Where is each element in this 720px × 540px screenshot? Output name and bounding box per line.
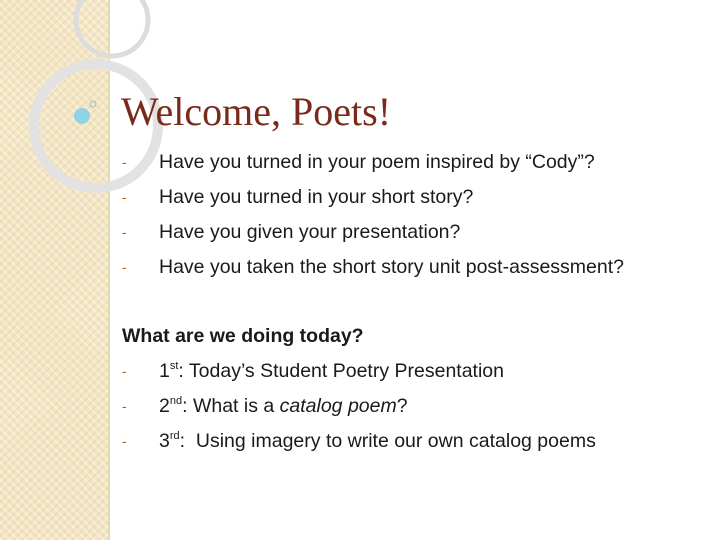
question-item [122, 216, 712, 251]
question-item [122, 251, 712, 286]
agenda-ordinal: 1 [159, 360, 170, 382]
dot-blue [74, 108, 90, 124]
question-text: Have you given your presentation? [159, 221, 461, 243]
bullet-dash: - [122, 363, 127, 379]
today-heading: What are we doing today? [122, 325, 364, 347]
question-item [122, 146, 712, 181]
bullet-dash: - [122, 154, 127, 170]
question-text: Have you taken the short story unit post-assessment? [159, 256, 624, 278]
bullet-dash: - [122, 433, 127, 449]
agenda-ordinal-suffix: st [169, 360, 179, 372]
agenda-emphasis: catalog poem [279, 395, 397, 417]
dot-small [90, 101, 96, 107]
slide-title: Welcome, Poets! [121, 89, 392, 134]
agenda-ordinal: 3 [159, 430, 170, 452]
question-text: Have you turned in your short story? [159, 186, 474, 208]
agenda-ordinal-suffix: nd [169, 395, 183, 407]
agenda-ordinal: 2 [159, 395, 170, 417]
agenda-text-end: ? [396, 395, 408, 417]
agenda-item [122, 425, 712, 460]
ring-top [76, 0, 148, 56]
agenda-text: : What is a [182, 395, 280, 417]
agenda-text: : Using imagery to write our own catalog poems [179, 430, 596, 452]
agenda-item [122, 390, 712, 425]
agenda-item [122, 355, 712, 390]
agenda-text: : Today’s Student Poetry Presentation [178, 360, 504, 382]
bullet-dash: - [122, 259, 127, 275]
question-text: Have you turned in your poem inspired by “Cody”? [159, 151, 595, 173]
agenda-ordinal-suffix: rd [169, 430, 180, 442]
bullet-dash: - [122, 189, 127, 205]
bullet-dash: - [122, 398, 127, 414]
slide-content [122, 146, 712, 460]
spacer [122, 286, 712, 320]
question-item [122, 181, 712, 216]
bullet-dash: - [122, 224, 127, 240]
